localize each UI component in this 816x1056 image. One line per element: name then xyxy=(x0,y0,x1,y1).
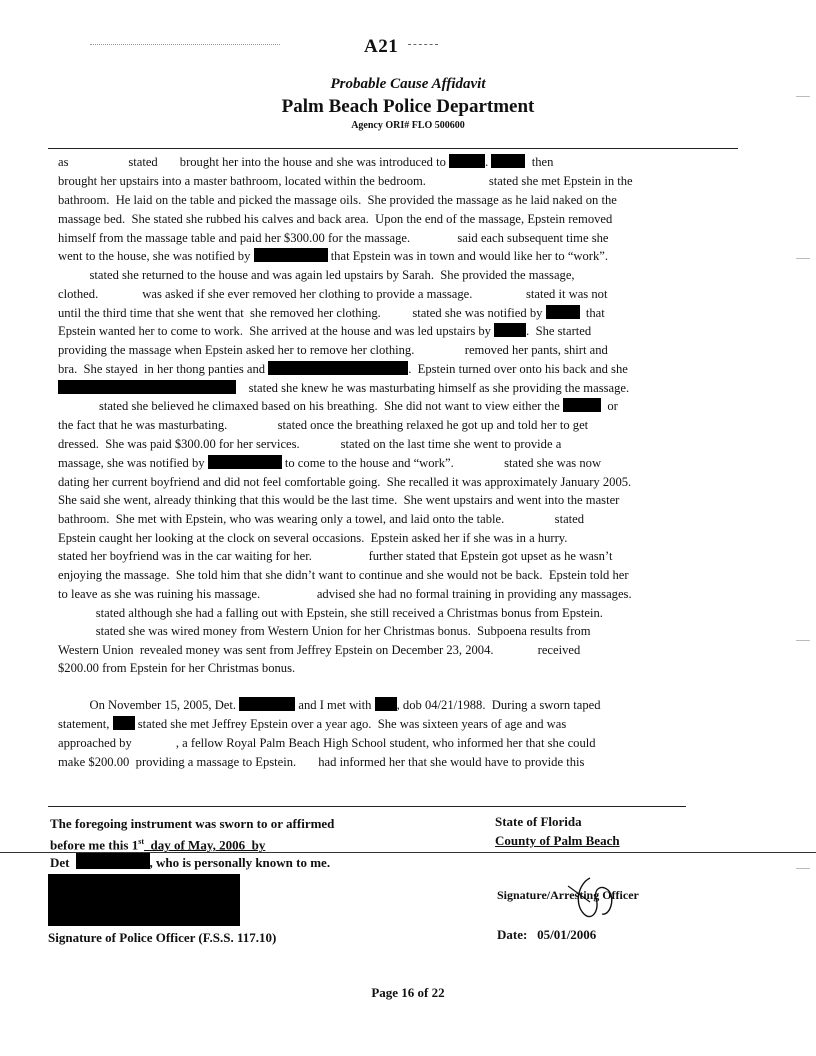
body-line-10 xyxy=(58,323,591,340)
text-segment: to come to the house and “work”. xyxy=(284,456,454,470)
text-segment: that xyxy=(585,306,605,320)
body-line-18 xyxy=(58,474,631,491)
sworn-text: before me this 1 xyxy=(50,837,139,853)
redaction-box xyxy=(546,305,580,319)
text-segment: stated once the breathing relaxed he got up and told her to get xyxy=(277,418,589,432)
text-segment: Western Union revealed money was sent from Jeffrey Epstein on December 23, 2004. xyxy=(58,643,494,657)
text-segment: until the third time that she went that she removed her clothing. xyxy=(58,306,381,320)
text-segment: make $200.00 providing a massage to Epstein. xyxy=(58,755,297,769)
text-segment: himself from the massage table and paid her $300.00 for the massage. xyxy=(58,231,411,245)
text-segment: received xyxy=(537,643,581,657)
text-segment: dressed. She was paid $300.00 for her services. xyxy=(58,437,300,451)
body-line-16 xyxy=(58,436,561,453)
body-line-32 xyxy=(58,754,584,771)
text-segment: bra. She stayed in her thong panties and xyxy=(58,362,266,376)
body-line-13 xyxy=(58,380,629,397)
text-segment: clothed. xyxy=(58,287,99,301)
body-line-20 xyxy=(58,511,584,528)
body-line-17 xyxy=(58,455,601,472)
redaction-box xyxy=(449,154,485,168)
date-line xyxy=(497,927,596,943)
body-line-26 xyxy=(58,623,591,640)
text-segment: enjoying the massage. She told him that she didn’t want to continue and she would not be back. Epstein told her xyxy=(58,568,629,582)
body-line-22 xyxy=(58,548,612,565)
text-segment: was asked if she ever removed her clothing to provide a massage. xyxy=(142,287,473,301)
text-segment: stated she returned to the house and was again led upstairs by Sarah. She provided the massage, xyxy=(89,268,575,282)
text-segment: stated she met Jeffrey Epstein over a year ago. She was sixteen years of age and was xyxy=(137,717,567,731)
text-segment: Epstein wanted her to come to work. She arrived at the house and was led upstairs by xyxy=(58,324,491,338)
arresting-officer-signature-label: Signature/Arresting Officer xyxy=(497,888,639,902)
text-segment: removed her pants, shirt and xyxy=(464,343,608,357)
redaction-box xyxy=(58,380,236,394)
body-line-1 xyxy=(58,154,553,171)
sworn-statement-line-2 xyxy=(50,834,265,853)
text-segment: or xyxy=(607,399,618,413)
redaction-box xyxy=(491,154,525,168)
redaction-box xyxy=(375,697,397,711)
text-segment: stated she was now xyxy=(504,456,602,470)
text-segment: advised she had no formal training in providing any massages. xyxy=(316,587,632,601)
text-segment: stated xyxy=(128,155,158,169)
text-segment: . xyxy=(485,155,489,169)
body-line-12 xyxy=(58,361,628,378)
text-segment: . She started xyxy=(526,324,592,338)
body-line-5 xyxy=(58,230,609,247)
text-segment: stated she was notified by xyxy=(412,306,543,320)
body-line-15 xyxy=(58,417,588,434)
text-segment: stated it was not xyxy=(525,287,608,301)
text-segment: approached by xyxy=(58,736,132,750)
text-segment: massage bed. She stated she rubbed his calves and back area. Upon the end of the massage, Epstein removed xyxy=(58,212,613,226)
text-segment: stated she met Epstein in the xyxy=(488,174,633,188)
text-segment: $200.00 from Epstein for her Christmas bonus. xyxy=(58,661,296,675)
body-line-7 xyxy=(58,267,575,284)
text-segment: brought her upstairs into a master bathroom, located within the bedroom. xyxy=(58,174,426,188)
redaction-box xyxy=(563,398,601,412)
text-segment: stated although she had a falling out with Epstein, she still received a Christmas bonus from Epstein. xyxy=(95,606,603,620)
text-segment: stated she knew he was masturbating himself as she providing the massage. xyxy=(248,381,630,395)
margin-mark xyxy=(796,868,810,869)
page-number: Page 16 of 22 xyxy=(371,985,445,1000)
state-label: State of Florida xyxy=(495,814,582,829)
redaction-box xyxy=(76,853,150,869)
police-signature-label: Signature of Police Officer (F.S.S. 117.10) xyxy=(48,930,277,945)
text-segment: stated her boyfriend was in the car waiting for her. xyxy=(58,549,312,563)
text-segment: said each subsequent time she xyxy=(457,231,609,245)
body-line-4 xyxy=(58,211,612,228)
text-segment: had informed her that she would have to provide this xyxy=(318,755,585,769)
text-segment: then xyxy=(531,155,554,169)
text-segment: the fact that he was masturbating. xyxy=(58,418,228,432)
body-line-29 xyxy=(58,697,601,714)
body-line-23 xyxy=(58,567,629,584)
ordinal-suffix: st xyxy=(138,837,144,846)
body-line-24 xyxy=(58,586,632,603)
text-segment: to leave as she was ruining his massage. xyxy=(58,587,261,601)
text-segment: On November 15, 2005, Det. xyxy=(89,698,237,712)
body-line-27 xyxy=(58,642,580,659)
margin-mark xyxy=(796,258,810,259)
redaction-box xyxy=(494,323,526,337)
text-segment: Epstein caught her looking at the clock on several occasions. Epstein asked her if she was in a hurry. xyxy=(58,531,568,545)
redaction-box xyxy=(208,455,282,469)
margin-mark xyxy=(796,96,810,97)
sworn-statement-line-1: The foregoing instrument was sworn to or affirmed xyxy=(50,816,335,831)
text-segment: statement, xyxy=(58,717,110,731)
text-segment: massage, she was notified by xyxy=(58,456,205,470)
document-title: Probable Cause Affidavit xyxy=(330,76,486,92)
body-line-14 xyxy=(58,398,618,415)
body-line-31 xyxy=(58,735,596,752)
county-label: County of Palm Beach xyxy=(495,833,620,848)
scan-artifact xyxy=(90,44,280,45)
body-line-30 xyxy=(58,716,566,733)
text-segment: , a fellow Royal Palm Beach High School student, who informed her that she could xyxy=(175,736,596,750)
body-line-6 xyxy=(58,248,608,265)
text-segment: and I met with xyxy=(298,698,372,712)
body-line-19 xyxy=(58,492,619,509)
redaction-box xyxy=(254,248,328,262)
text-segment: . Epstein turned over onto his back and she xyxy=(408,362,628,376)
redaction-box xyxy=(113,716,135,730)
redaction-box xyxy=(239,697,295,711)
text-segment: brought her into the house and she was introduced to xyxy=(179,155,446,169)
text-segment: as xyxy=(58,155,69,169)
text-segment: went to the house, she was notified by xyxy=(58,249,251,263)
body-line-2 xyxy=(58,173,633,190)
personally-known-text: , who is personally known to me. xyxy=(149,855,331,870)
text-segment: stated on the last time she went to provide a xyxy=(340,437,562,451)
body-line-25 xyxy=(58,605,603,622)
agency-ori: Agency ORI# FLO 500600 xyxy=(351,120,465,131)
date-value: 05/01/2006 xyxy=(537,927,597,942)
body-line-11 xyxy=(58,342,608,359)
det-label: Det xyxy=(50,855,70,870)
redacted-signature xyxy=(48,874,240,926)
text-segment: stated she was wired money from Western Union for her Christmas bonus. Subpoena results from xyxy=(95,624,591,638)
department-name: Palm Beach Police Department xyxy=(281,96,535,117)
text-segment: bathroom. He laid on the table and picked the massage oils. She provided the massage as he laid naked on the xyxy=(58,193,617,207)
body-line-28 xyxy=(58,660,295,677)
text-segment: dating her current boyfriend and did not feel comfortable going. She recalled it was approximately January 2005. xyxy=(58,475,632,489)
page-identifier-dashes xyxy=(408,44,438,45)
text-segment: stated she believed he climaxed based on his breathing. She did not want to view either the xyxy=(98,399,560,413)
text-segment: that Epstein was in town and would like her to “work”. xyxy=(330,249,609,263)
margin-mark xyxy=(796,640,810,641)
header-divider xyxy=(48,148,738,149)
text-segment: bathroom. She met with Epstein, who was wearing only a towel, and laid onto the table. xyxy=(58,512,505,526)
body-line-3 xyxy=(58,192,617,209)
date-label: Date: xyxy=(497,927,528,942)
footer-divider xyxy=(48,806,686,807)
sworn-date: day of May, 2006 by xyxy=(144,837,266,853)
text-segment: , dob 04/21/1988. During a sworn taped xyxy=(396,698,601,712)
body-line-9 xyxy=(58,305,605,322)
text-segment: further stated that Epstein got upset as he wasn’t xyxy=(368,549,613,563)
page-identifier: A21 xyxy=(364,36,399,57)
redaction-box xyxy=(268,361,408,375)
body-line-21 xyxy=(58,530,567,547)
text-segment: providing the massage when Epstein asked her to remove her clothing. xyxy=(58,343,415,357)
text-segment: stated xyxy=(554,512,585,526)
text-segment: She said she went, already thinking that this would be the last time. She went upstairs and went into the master xyxy=(58,493,620,507)
body-line-8 xyxy=(58,286,607,303)
detective-line xyxy=(50,853,330,871)
